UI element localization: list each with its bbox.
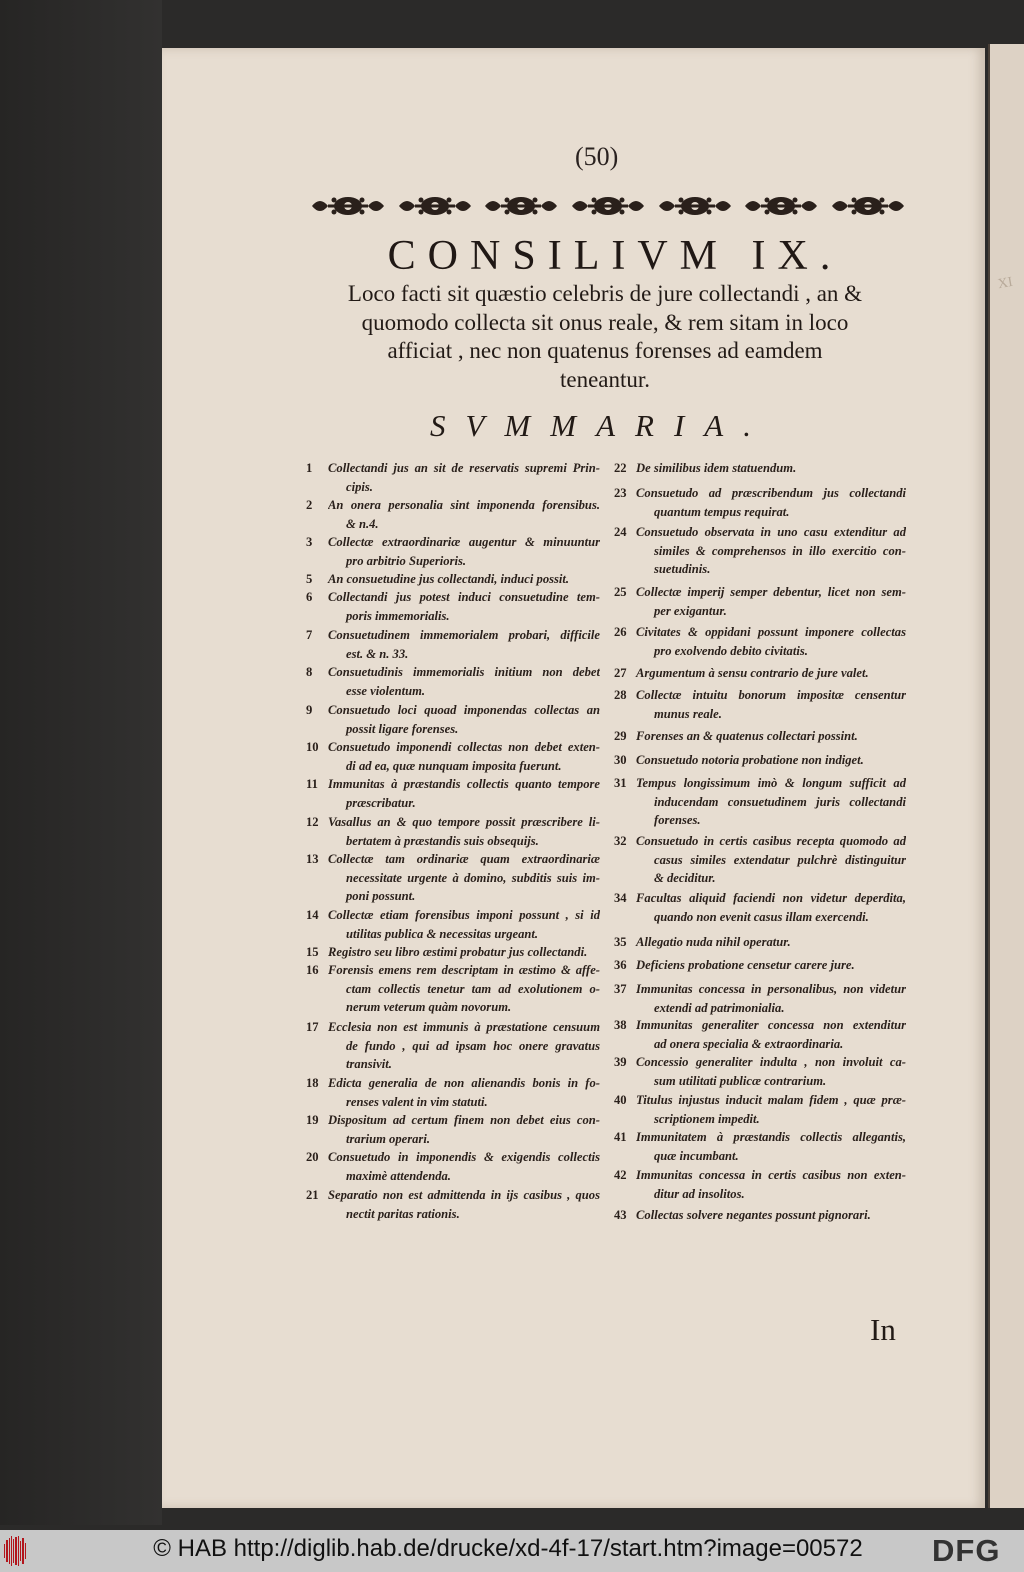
entry-text-line: Forensis emens rem descriptam in æstimo & affe-	[328, 963, 600, 977]
entry-text-line: Consuetudo loci quoad imponendas collectas an	[328, 703, 600, 717]
entry-text-line: Collectas solvere negantes possunt pignorari.	[636, 1208, 871, 1222]
entry-number: 27	[614, 666, 627, 680]
summary-entry	[614, 1206, 906, 1225]
entry-text-line: Consuetudo in certis casibus recepta quomodo ad	[636, 834, 906, 848]
entry-number: 38	[614, 1018, 627, 1032]
entry-text-line: Registro seu libro æstimi probatur jus collectandi.	[328, 945, 588, 959]
summary-entry	[306, 1018, 600, 1074]
ornament-icon	[570, 193, 646, 219]
summary-entry	[306, 588, 600, 625]
entry-text-line: quando non evenit casus illam exercendi.	[654, 909, 869, 924]
summary-entry	[306, 738, 600, 775]
entry-text-line: esse violentum.	[346, 683, 426, 698]
summary-entry	[306, 1186, 600, 1223]
entry-text-line: Forenses an & quatenus collectari possint.	[636, 729, 858, 743]
entry-number: 23	[614, 486, 627, 500]
entry-number: 35	[614, 935, 627, 949]
entry-number: 15	[306, 945, 319, 959]
entry-text-line: An consuetudine jus collectandi, induci possit.	[328, 572, 570, 586]
entry-number: 5	[306, 572, 313, 586]
entry-text-line: pro exolvendo debito civitatis.	[654, 643, 808, 658]
summary-entry	[614, 774, 906, 830]
summary-entry	[306, 459, 600, 496]
entry-number: 8	[306, 665, 313, 679]
credit-url[interactable]: © HAB http://diglib.hab.de/drucke/xd-4f-17/start.htm?image=00572	[153, 1535, 863, 1562]
entry-text-line: Civitates & oppidani possunt imponere collectas	[636, 625, 906, 639]
summary-entry	[614, 727, 906, 746]
page-number: (50)	[575, 142, 619, 171]
summary-entry	[614, 664, 906, 683]
entry-number: 10	[306, 740, 319, 754]
logo-bar	[13, 1539, 14, 1563]
ornament-icon	[830, 193, 906, 219]
entry-text-line: scriptionem impedit.	[654, 1111, 760, 1126]
summary-entry	[306, 850, 600, 906]
bleed-through-mark: XI	[996, 274, 1014, 293]
summary-entry	[614, 1016, 906, 1053]
entry-text-line: ctam collectis tenetur tam ad exolutionem o-	[346, 981, 600, 996]
entry-text-line: Immunitas concessa in certis casibus non exten-	[636, 1168, 906, 1182]
entry-text-line: Edicta generalia de non alienandis bonis in fo-	[328, 1076, 600, 1090]
summary-entry	[614, 751, 906, 770]
logo-bar	[25, 1543, 26, 1559]
entry-number: 40	[614, 1093, 627, 1107]
entry-text-line: suetudinis.	[654, 562, 711, 577]
entry-text-line: inducendam consuetudinem juris collectandi	[654, 794, 906, 809]
entry-text-line: ad onera specialia & extraordinaria.	[654, 1036, 844, 1051]
entry-text-line: bertatem à præstandis suis obsequijs.	[346, 833, 539, 848]
entry-number: 22	[614, 461, 627, 475]
subtitle-line: teneantur.	[559, 366, 651, 392]
summary-entry	[614, 889, 906, 926]
entry-text-line: De similibus idem statuendum.	[636, 461, 797, 475]
dfg-logo: DFG	[932, 1533, 1001, 1568]
entry-text-line: Facultas aliquid faciendi non videtur deperdita,	[636, 891, 906, 905]
entry-text-line: munus reale.	[654, 706, 722, 721]
entry-number: 1	[306, 461, 313, 475]
ornament-icon	[483, 193, 559, 219]
entry-text-line: de fundo , qui ad ipsam hoc onere gravatus	[346, 1038, 600, 1053]
subtitle	[300, 280, 910, 394]
ornament-icon	[657, 193, 733, 219]
logo-bar	[4, 1544, 5, 1558]
entry-number: 24	[614, 525, 627, 539]
logo-bar	[18, 1536, 19, 1566]
logo-bar	[20, 1541, 21, 1561]
summary-entry	[306, 496, 600, 533]
logo-bar	[15, 1537, 16, 1565]
entry-text-line: Consuetudinem immemorialem probari, difficile	[328, 628, 600, 642]
subtitle-line: quomodo collecta sit onus reale, & rem sitam in loco	[361, 309, 849, 335]
entry-number: 19	[306, 1113, 319, 1127]
summary-entry	[306, 1148, 600, 1185]
entry-number: 13	[306, 852, 319, 866]
entry-text-line: possit ligare forenses.	[346, 721, 459, 736]
entry-text-line: cipis.	[346, 479, 373, 494]
entry-number: 18	[306, 1076, 319, 1090]
ornament-icon	[397, 193, 473, 219]
summary-entry	[306, 701, 600, 738]
entry-text-line: Collectæ intuitu bonorum impositæ censentur	[636, 688, 906, 702]
summary-entry	[614, 1166, 906, 1203]
entry-number: 29	[614, 729, 627, 743]
entry-number: 2	[306, 498, 313, 512]
logo-bar	[11, 1536, 12, 1566]
entry-text-line: Tempus longissimum imò & longum sufficit ad	[636, 776, 906, 790]
entry-text-line: quæ incumbant.	[654, 1148, 739, 1163]
entry-text-line: Immunitatem à præstandis collectis allegantis,	[636, 1130, 906, 1144]
entry-text-line: Allegatio nuda nihil operatur.	[636, 935, 791, 949]
summary-entry	[614, 1053, 906, 1090]
entry-text-line: renses valent in vim statuti.	[346, 1094, 488, 1109]
entry-number: 43	[614, 1208, 627, 1222]
ornament-icon	[310, 193, 386, 219]
entry-text-line: Consuetudo notoria probatione non indiget.	[636, 753, 864, 767]
entry-text-line: Consuetudo observata in uno casu extenditur ad	[636, 525, 906, 539]
entry-text-line: utilitas publica & necessitas urgeant.	[346, 926, 539, 941]
entry-number: 9	[306, 703, 313, 717]
entry-text-line: & n.4.	[346, 516, 379, 531]
summary-entry	[614, 933, 906, 952]
entry-text-line: Collectæ imperij semper debentur, licet non sem-	[636, 585, 906, 599]
entry-text-line: casus similes extendatur pulchrè distinguitur	[654, 852, 906, 867]
entry-number: 39	[614, 1055, 627, 1069]
entry-number: 17	[306, 1020, 319, 1034]
entry-text-line: per exigantur.	[654, 603, 727, 618]
entry-text-line: pro arbitrio Superioris.	[346, 553, 467, 568]
adjacent-page-edge	[988, 44, 1024, 1508]
summary-entry	[306, 1074, 600, 1111]
entry-text-line: Immunitas à præstandis collectis quanto tempore	[328, 777, 600, 791]
entry-text-line: nerum veterum quàm novorum.	[346, 1000, 512, 1015]
ornament-icon	[743, 193, 819, 219]
entry-text-line: ditur ad insolitos.	[654, 1186, 745, 1201]
summary-entry	[614, 832, 906, 888]
entry-text-line: Collectandi jus an sit de reservatis supremi Prin-	[328, 461, 600, 475]
entry-number: 7	[306, 628, 313, 642]
entry-text-line: Concessio generaliter indulta , non involuit ca-	[636, 1055, 906, 1069]
entry-text-line: maximè attendenda.	[346, 1168, 451, 1183]
logo-bar	[9, 1538, 10, 1564]
entry-text-line: An onera personalia sint imponenda forensibus.	[328, 498, 600, 512]
entry-text-line: Argumentum à sensu contrario de jure valet.	[636, 666, 869, 680]
entry-text-line: extendi ad patrimonialia.	[654, 1000, 785, 1015]
summary-entry	[614, 623, 906, 660]
logo-bar	[6, 1540, 7, 1562]
entry-number: 26	[614, 625, 627, 639]
summary-entry	[306, 961, 600, 1017]
logo-bar	[22, 1538, 23, 1564]
entry-text-line: trarium operari.	[346, 1131, 430, 1146]
ornament-band	[310, 193, 906, 221]
summary-entry	[614, 484, 906, 521]
footer-bar	[0, 1530, 1024, 1572]
scan-background	[0, 0, 162, 1525]
entry-text-line: nectit paritas rationis.	[346, 1206, 460, 1221]
entry-text-line: Collectæ tam ordinariæ quam extraordinariæ	[328, 852, 600, 866]
entry-text-line: poni possunt.	[346, 889, 416, 904]
entry-text-line: quantum tempus requirat.	[654, 504, 790, 519]
entry-text-line: Separatio non est admittenda in ijs casibus , quos	[328, 1188, 600, 1202]
entry-number: 37	[614, 982, 627, 996]
summary-entry	[306, 626, 600, 663]
summary-entry	[614, 956, 906, 975]
entry-number: 32	[614, 834, 627, 848]
entry-text-line: Immunitas generaliter concessa non extenditur	[636, 1018, 906, 1032]
entry-number: 36	[614, 958, 627, 972]
entry-number: 30	[614, 753, 627, 767]
entry-number: 28	[614, 688, 627, 702]
entry-text-line: Collectæ etiam forensibus imponi possunt , si id	[328, 908, 600, 922]
summary-entry	[614, 1128, 906, 1165]
entry-text-line: Consuetudinis immemorialis initium non debet	[328, 665, 600, 679]
entry-text-line: Collectandi jus potest induci consuetudine tem-	[328, 590, 600, 604]
summary-entry	[306, 1111, 600, 1148]
entry-number: 21	[306, 1188, 319, 1202]
entry-text-line: Consuetudo imponendi collectas non debet exten-	[328, 740, 600, 754]
summary-entry	[306, 775, 600, 812]
entry-number: 20	[306, 1150, 319, 1164]
entry-text-line: poris immemorialis.	[346, 608, 450, 623]
entry-number: 6	[306, 590, 313, 604]
entry-text-line: & deciditur.	[654, 871, 716, 886]
summary-entry	[614, 980, 906, 1017]
entry-text-line: præscribatur.	[346, 795, 416, 810]
summary-entry	[306, 570, 600, 589]
subtitle-line: afficiat , nec non quatenus forenses ad eamdem	[387, 338, 823, 363]
entry-text-line: Collectæ extraordinariæ augentur & minuuntur	[328, 535, 600, 549]
entry-text-line: di ad ea, quæ nunquam imposita fuerunt.	[346, 758, 562, 773]
entry-number: 41	[614, 1130, 627, 1144]
summary-entry	[306, 663, 600, 700]
summary-entry	[614, 686, 906, 723]
entry-number: 16	[306, 963, 319, 977]
entry-text-line: est. & n. 33.	[346, 646, 409, 661]
entry-text-line: Dispositum ad certum finem non debet eius con-	[328, 1113, 600, 1127]
entry-text-line: necessitate urgente à domino, subditis suis im-	[346, 870, 600, 885]
entry-text-line: Titulus injustus inducit malam fidem , quæ præ-	[636, 1093, 906, 1107]
entry-text-line: Immunitas concessa in personalibus, non videtur	[636, 982, 906, 996]
entry-text-line: sum utilitati publicæ contrarium.	[654, 1073, 827, 1088]
subtitle-line: Loco facti sit quæstio celebris de jure collectandi , an &	[347, 281, 863, 306]
summary-entry	[306, 533, 600, 570]
summary-entry	[614, 523, 906, 579]
hab-logo	[4, 1536, 26, 1566]
page-title: CONSILIVM IX.	[387, 233, 843, 279]
entry-text-line: Consuetudo ad præscribendum jus collectandi	[636, 486, 906, 500]
summaria-heading: SVMMARIA.	[430, 408, 771, 443]
entry-number: 42	[614, 1168, 627, 1182]
entry-number: 3	[306, 535, 313, 549]
entry-text-line: Deficiens probatione censetur carere jure.	[636, 958, 855, 972]
summary-entry	[306, 906, 600, 943]
summary-entry	[306, 943, 600, 962]
entry-number: 11	[306, 777, 318, 791]
entry-number: 12	[306, 815, 319, 829]
entry-number: 34	[614, 891, 627, 905]
entry-text-line: transivit.	[346, 1057, 392, 1072]
entry-text-line: Ecclesia non est immunis à præstatione censuum	[328, 1020, 600, 1034]
entry-number: 31	[614, 776, 627, 790]
summary-entry	[614, 583, 906, 620]
entry-text-line: Consuetudo in imponendis & exigendis collectis	[328, 1150, 600, 1164]
summary-entry	[614, 459, 906, 478]
catchword: In	[870, 1312, 896, 1347]
entry-number: 25	[614, 585, 627, 599]
entry-text-line: similes & comprehensos in illo exercitio con-	[654, 543, 906, 558]
summary-entry	[614, 1091, 906, 1128]
entry-number: 14	[306, 908, 319, 922]
entry-text-line: Vasallus an & quo tempore possit præscribere li-	[328, 815, 600, 829]
summary-entry	[306, 813, 600, 850]
entry-text-line: forenses.	[654, 813, 701, 828]
